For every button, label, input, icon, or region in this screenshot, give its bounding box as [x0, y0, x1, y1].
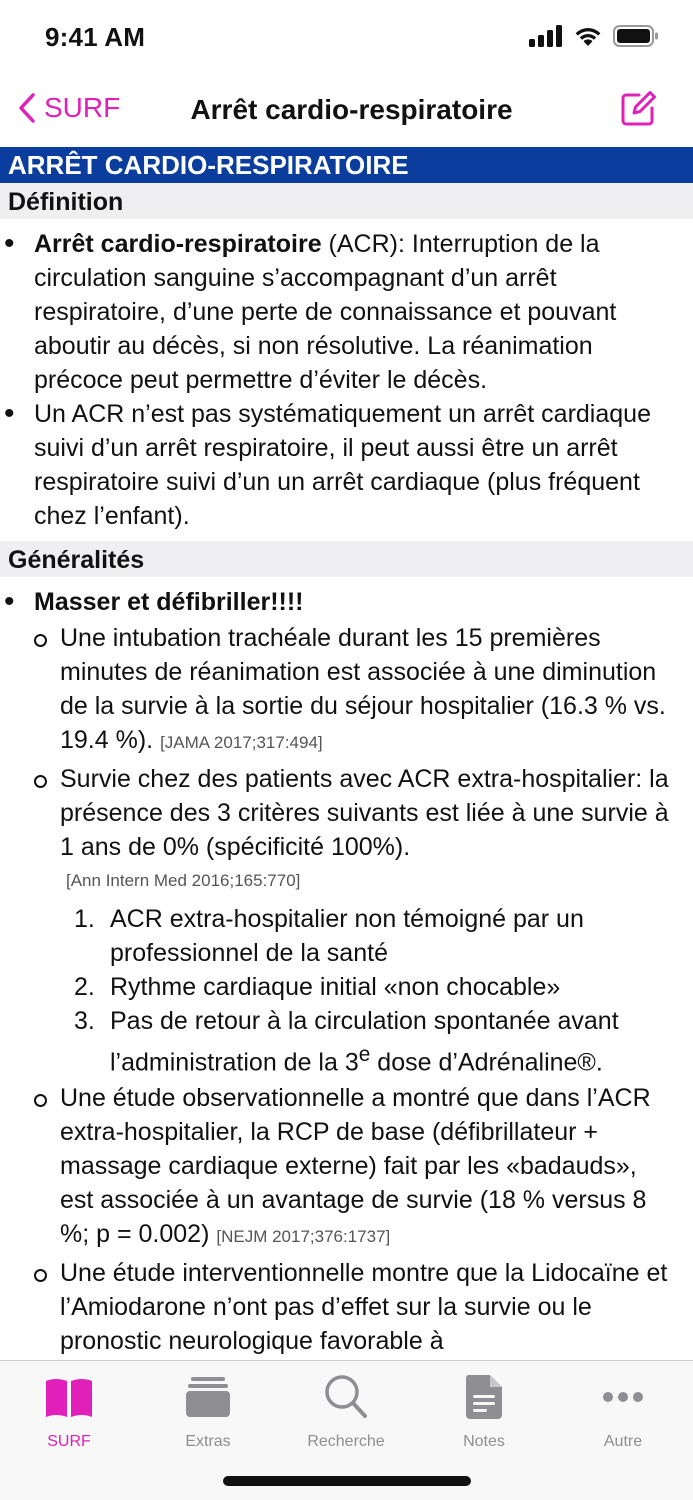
list-item [0, 397, 675, 533]
tab-label: Extras [185, 1433, 231, 1450]
tab-extras[interactable] [148, 1373, 268, 1451]
tab-recherche[interactable] [286, 1373, 406, 1451]
criteria-text: Pas de retour à la circulation spontanée avant l’administration de la 3 [110, 1007, 619, 1077]
list-item [0, 585, 675, 1358]
sublist-item [34, 1256, 675, 1358]
item-text: (ACR): Interruption de la circulation sanguine s’accompagnant d’un arrêt respiratoire, d’une perte de connaissance et pouvant aboutir au décès, si non résolutive. La réanimation précoce peut permettre d’éviter le décès. [34, 230, 617, 394]
signal-icon [529, 25, 563, 47]
back-label: SURF [44, 92, 121, 123]
reference-link[interactable]: [NEJM 2017;376:1737] [216, 1227, 391, 1247]
generalites-heading: Généralités [0, 541, 693, 577]
search-icon [323, 1373, 369, 1421]
superscript: e [358, 1043, 371, 1066]
article-content[interactable] [0, 147, 693, 1360]
status-bar [0, 0, 693, 78]
criteria-item [74, 970, 675, 1004]
criteria-text: Rythme cardiaque initial «non chocable» [110, 973, 561, 1001]
item-text: Une étude interventionnelle montre que la Lidocaïne et l’Amiodarone n’ont pas d’effet sur la survie ou le pronostic neurologique favorable à [60, 1259, 668, 1356]
stack-icon [185, 1373, 231, 1421]
section-header: ARRÊT CARDIO-RESPIRATOIRE [0, 147, 693, 183]
criteria-number: 1. [74, 905, 95, 933]
note-icon [464, 1373, 504, 1421]
wifi-icon [573, 25, 603, 47]
item-text: Survie chez des patients avec ACR extra-hospitalier: la présence des 3 critères suivants est liée à une survie à 1 ans de 0% (spécificité 100%). [60, 765, 669, 861]
edit-button[interactable] [619, 90, 657, 133]
item-text: Une étude observationnelle a montré que dans l’ACR extra-hospitalier, la RCP de base (défibrillateur + massage cardiaque externe) fait par les «badauds», est associée à un avantage de survie (18 % versus 8 %; p = 0.002) [60, 1084, 651, 1249]
status-time: 9:41 AM [45, 22, 146, 52]
definition-list [0, 219, 693, 541]
compose-icon [619, 90, 657, 128]
criteria-number: 2. [74, 973, 95, 1001]
book-icon [43, 1373, 95, 1421]
battery-icon [613, 25, 659, 47]
reference-link[interactable]: [Ann Intern Med 2016;165:770] [66, 871, 301, 890]
sublist-item [34, 621, 675, 760]
reference-link[interactable]: [JAMA 2017;317:494] [160, 733, 323, 752]
more-icon [600, 1373, 646, 1421]
item-bold-term: Masser et défibriller!!!! [34, 588, 304, 616]
criteria-number: 3. [74, 1007, 95, 1035]
home-indicator[interactable] [223, 1476, 471, 1486]
definition-heading: Définition [0, 183, 693, 219]
list-item [0, 227, 675, 397]
criteria-text: dose d’Adrénaline®. [370, 1048, 603, 1077]
sublist [34, 619, 675, 1358]
criteria-text: ACR extra-hospitalier non témoigné par un professionnel de la santé [110, 905, 584, 967]
page-title: Arrêt cardio-respiratoire [190, 94, 513, 125]
criteria-item [74, 1004, 675, 1079]
item-bold-term: Arrêt cardio-respiratoire [34, 230, 322, 258]
item-text: Un ACR n’est pas systématiquement un arrêt cardiaque suivi d’un arrêt respiratoire, il peut aussi être un arrêt respiratoire suivi d’un un arrêt cardiaque (plus fréquent chez l’enfant). [34, 400, 651, 530]
generalites-list [0, 577, 693, 1360]
sublist-item [34, 1081, 675, 1254]
status-icons [529, 25, 659, 47]
tab-notes[interactable] [424, 1373, 544, 1451]
item-text: Une intubation trachéale durant les 15 premières minutes de réanimation est associée à une diminution de la survie à la sortie du séjour hospitalier (16.3 % vs. 19.4 %). [60, 624, 666, 754]
tab-label: Autre [603, 1433, 643, 1450]
tab-label: Notes [463, 1433, 505, 1450]
nav-bar [0, 78, 693, 146]
sublist-item [34, 762, 675, 1079]
tab-label: SURF [47, 1433, 91, 1450]
tab-autre[interactable] [563, 1373, 683, 1451]
tab-label: Recherche [307, 1433, 385, 1450]
criteria-list [60, 898, 675, 1079]
tab-surf[interactable] [9, 1373, 129, 1451]
criteria-item [74, 902, 675, 970]
